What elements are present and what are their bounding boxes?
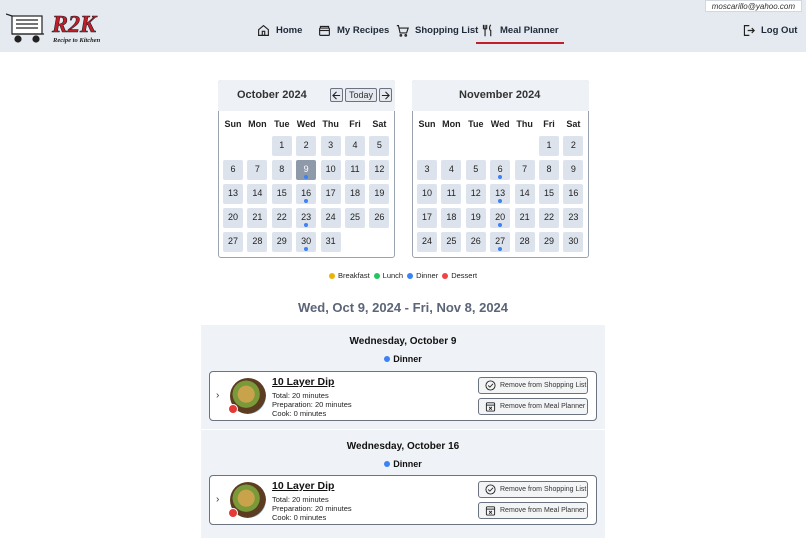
recipe-image: [230, 378, 266, 414]
calendar-day[interactable]: 30: [296, 232, 316, 252]
calendar-x-icon: [485, 505, 496, 516]
day-section: [201, 430, 605, 538]
nav-meal-planner-label: Meal Planner: [500, 24, 559, 36]
calendar-day[interactable]: 20: [490, 208, 510, 228]
check-circle-icon: [485, 380, 496, 391]
calendar-day[interactable]: 3: [321, 136, 341, 156]
day-date: Wednesday, October 9: [349, 336, 457, 347]
nav-home-label: Home: [276, 24, 303, 36]
calendar-day[interactable]: 14: [247, 184, 267, 204]
calendar-day[interactable]: 15: [272, 184, 292, 204]
calendar-day[interactable]: 7: [247, 160, 267, 180]
r2k-badge-icon: [228, 508, 238, 518]
calendar-day[interactable]: 23: [296, 208, 316, 228]
recipe-card: [209, 371, 597, 421]
calendar-day[interactable]: 23: [563, 208, 583, 228]
calendar-header: [218, 80, 395, 111]
calendar-day[interactable]: 24: [417, 232, 437, 252]
calendar-day[interactable]: 27: [490, 232, 510, 252]
calendar-day[interactable]: 11: [345, 160, 365, 180]
calendar-day[interactable]: 12: [466, 184, 486, 204]
cart-icon: [396, 24, 409, 37]
calendar-day[interactable]: 3: [417, 160, 437, 180]
r2k-badge-icon: [228, 404, 238, 414]
legend-dessert: Dessert: [442, 271, 477, 280]
calendar-day[interactable]: 16: [296, 184, 316, 204]
check-circle-icon: [485, 484, 496, 495]
recipe-prep-time: Preparation: 20 minutes: [272, 504, 352, 513]
calendar-title: October 2024: [237, 89, 307, 101]
calendar-day[interactable]: 26: [466, 232, 486, 252]
recipe-name-link[interactable]: 10 Layer Dip: [272, 376, 335, 388]
dinner-dot: [498, 247, 502, 251]
remove-from-meal-planner-button[interactable]: Remove from Meal Planner: [478, 502, 588, 519]
arrow-left-icon: [332, 91, 341, 100]
weekday-header: Sat: [372, 119, 387, 129]
calendar-day[interactable]: 30: [563, 232, 583, 252]
recipe-cook-time: Cook: 0 minutes: [272, 513, 327, 522]
calendar-day[interactable]: 17: [321, 184, 341, 204]
nav-shopping-list[interactable]: [396, 18, 478, 42]
svg-text:Recipe to Kitchen: Recipe to Kitchen: [53, 37, 101, 44]
calendar-day[interactable]: 28: [515, 232, 535, 252]
logout-button[interactable]: [742, 18, 797, 42]
dinner-dot: [498, 223, 502, 227]
calendar-day[interactable]: 9: [563, 160, 583, 180]
calendar-x-icon: [485, 401, 496, 412]
utensils-icon: [481, 24, 494, 37]
calendar-day[interactable]: 31: [321, 232, 341, 252]
nav-meal-planner[interactable]: [476, 18, 564, 44]
calendar-day[interactable]: 2: [296, 136, 316, 156]
day-section: [201, 325, 605, 429]
calendar-day[interactable]: 28: [247, 232, 267, 252]
arrow-right-icon: [381, 91, 390, 100]
recipe-total-time: Total: 20 minutes: [272, 391, 329, 400]
calendar-day[interactable]: 6: [223, 160, 243, 180]
calendar-day[interactable]: 11: [441, 184, 461, 204]
chevron-right-icon[interactable]: ›: [216, 390, 220, 401]
calendar-day[interactable]: 1: [272, 136, 292, 156]
date-range-title: Wed, Oct 9, 2024 - Fri, Nov 8, 2024: [297, 300, 509, 315]
calendar-day[interactable]: 25: [345, 208, 365, 228]
dinner-dot: [304, 247, 308, 251]
calendar-day[interactable]: 29: [272, 232, 292, 252]
calendar-day[interactable]: 22: [272, 208, 292, 228]
calendar-day[interactable]: 20: [223, 208, 243, 228]
nav-my-recipes[interactable]: [318, 18, 389, 42]
recipe-total-time: Total: 20 minutes: [272, 495, 329, 504]
remove-from-shopping-list-button[interactable]: Remove from Shopping List: [478, 377, 588, 394]
calendar-day[interactable]: 5: [369, 136, 389, 156]
meal-type: Dinner: [201, 459, 605, 469]
calendar-day[interactable]: 18: [441, 208, 461, 228]
weekday-header: Mon: [442, 119, 461, 129]
calendar-day[interactable]: 6: [490, 160, 510, 180]
calendar-day[interactable]: 8: [539, 160, 559, 180]
recipe-card: [209, 475, 597, 525]
nav-shopping-list-label: Shopping List: [415, 24, 479, 36]
calendar-october: [218, 80, 395, 258]
calendar-title: November 2024: [459, 89, 541, 101]
nav-my-recipes-label: My Recipes: [337, 24, 390, 36]
today-button[interactable]: Today: [345, 88, 377, 102]
calendar-day[interactable]: 4: [441, 160, 461, 180]
svg-text:R2K: R2K: [52, 12, 97, 38]
recipe-name-link[interactable]: 10 Layer Dip: [272, 480, 335, 492]
calendar-day[interactable]: 4: [345, 136, 365, 156]
recipe-cook-time: Cook: 0 minutes: [272, 409, 327, 418]
calendar-day[interactable]: 26: [369, 208, 389, 228]
calendar-day[interactable]: 21: [515, 208, 535, 228]
calendar-day[interactable]: 5: [466, 160, 486, 180]
logout-icon: [742, 24, 755, 37]
dinner-dot: [304, 223, 308, 227]
calendar-day[interactable]: 17: [417, 208, 437, 228]
calendar-day[interactable]: 19: [369, 184, 389, 204]
recipe-prep-time: Preparation: 20 minutes: [272, 400, 352, 409]
legend-lunch: Lunch: [374, 271, 403, 280]
weekday-header: Sun: [224, 119, 242, 129]
legend-dinner: Dinner: [407, 271, 438, 280]
legend-breakfast: Breakfast: [329, 271, 370, 280]
prev-month-button[interactable]: [330, 88, 343, 102]
calendar-day[interactable]: 18: [345, 184, 365, 204]
calendar-day[interactable]: 21: [247, 208, 267, 228]
calendar-day[interactable]: 19: [466, 208, 486, 228]
weekday-header: Thu: [516, 119, 533, 129]
top-bar: [0, 0, 806, 52]
meal-type: Dinner: [201, 354, 605, 364]
r2k-logo[interactable]: [6, 8, 112, 46]
user-email: moscarillo@yahoo.com: [705, 0, 802, 12]
calendar-header: [412, 80, 589, 111]
meal-legend: [0, 271, 806, 280]
home-icon: [257, 24, 270, 37]
next-month-button[interactable]: [379, 88, 392, 102]
calendar-day[interactable]: 27: [223, 232, 243, 252]
calendar-day[interactable]: 2: [563, 136, 583, 156]
calendar-day[interactable]: 16: [563, 184, 583, 204]
weekday-header: Thu: [322, 119, 339, 129]
weekday-header: Wed: [490, 119, 510, 129]
weekday-header: Wed: [296, 119, 316, 129]
calendar-day[interactable]: 7: [515, 160, 535, 180]
remove-from-meal-planner-button[interactable]: Remove from Meal Planner: [478, 398, 588, 415]
recipe-box-icon: [318, 24, 331, 37]
weekday-header: Mon: [248, 119, 267, 129]
calendar-day[interactable]: 10: [321, 160, 341, 180]
calendar-day[interactable]: 13: [490, 184, 510, 204]
calendar-day[interactable]: 1: [539, 136, 559, 156]
dinner-dot: [384, 356, 390, 362]
weekday-header: Fri: [543, 119, 555, 129]
day-date: Wednesday, October 16: [346, 441, 460, 452]
calendar-day[interactable]: 24: [321, 208, 341, 228]
dinner-dot: [498, 175, 502, 179]
weekday-header: Fri: [349, 119, 361, 129]
calendar-day[interactable]: 14: [515, 184, 535, 204]
calendar-day[interactable]: 25: [441, 232, 461, 252]
calendar-day[interactable]: 8: [272, 160, 292, 180]
calendar-day[interactable]: 12: [369, 160, 389, 180]
logout-label: Log Out: [761, 24, 798, 36]
weekday-header: Sun: [418, 119, 436, 129]
calendar-day[interactable]: 15: [539, 184, 559, 204]
remove-from-shopping-list-button[interactable]: Remove from Shopping List: [478, 481, 588, 498]
chevron-right-icon[interactable]: ›: [216, 494, 220, 505]
dinner-dot: [498, 199, 502, 203]
dinner-dot: [384, 461, 390, 467]
calendar-day-selected[interactable]: 9: [296, 160, 316, 180]
calendar-day[interactable]: 22: [539, 208, 559, 228]
nav-home[interactable]: [257, 18, 302, 42]
calendar-november: [412, 80, 589, 258]
weekday-header: Tue: [468, 119, 484, 129]
recipe-image: [230, 482, 266, 518]
calendar-day[interactable]: 13: [223, 184, 243, 204]
weekday-header: Sat: [566, 119, 581, 129]
calendar-day[interactable]: 10: [417, 184, 437, 204]
weekday-header: Tue: [274, 119, 290, 129]
dinner-dot: [304, 199, 308, 203]
dinner-dot: [304, 175, 308, 179]
calendar-day[interactable]: 29: [539, 232, 559, 252]
